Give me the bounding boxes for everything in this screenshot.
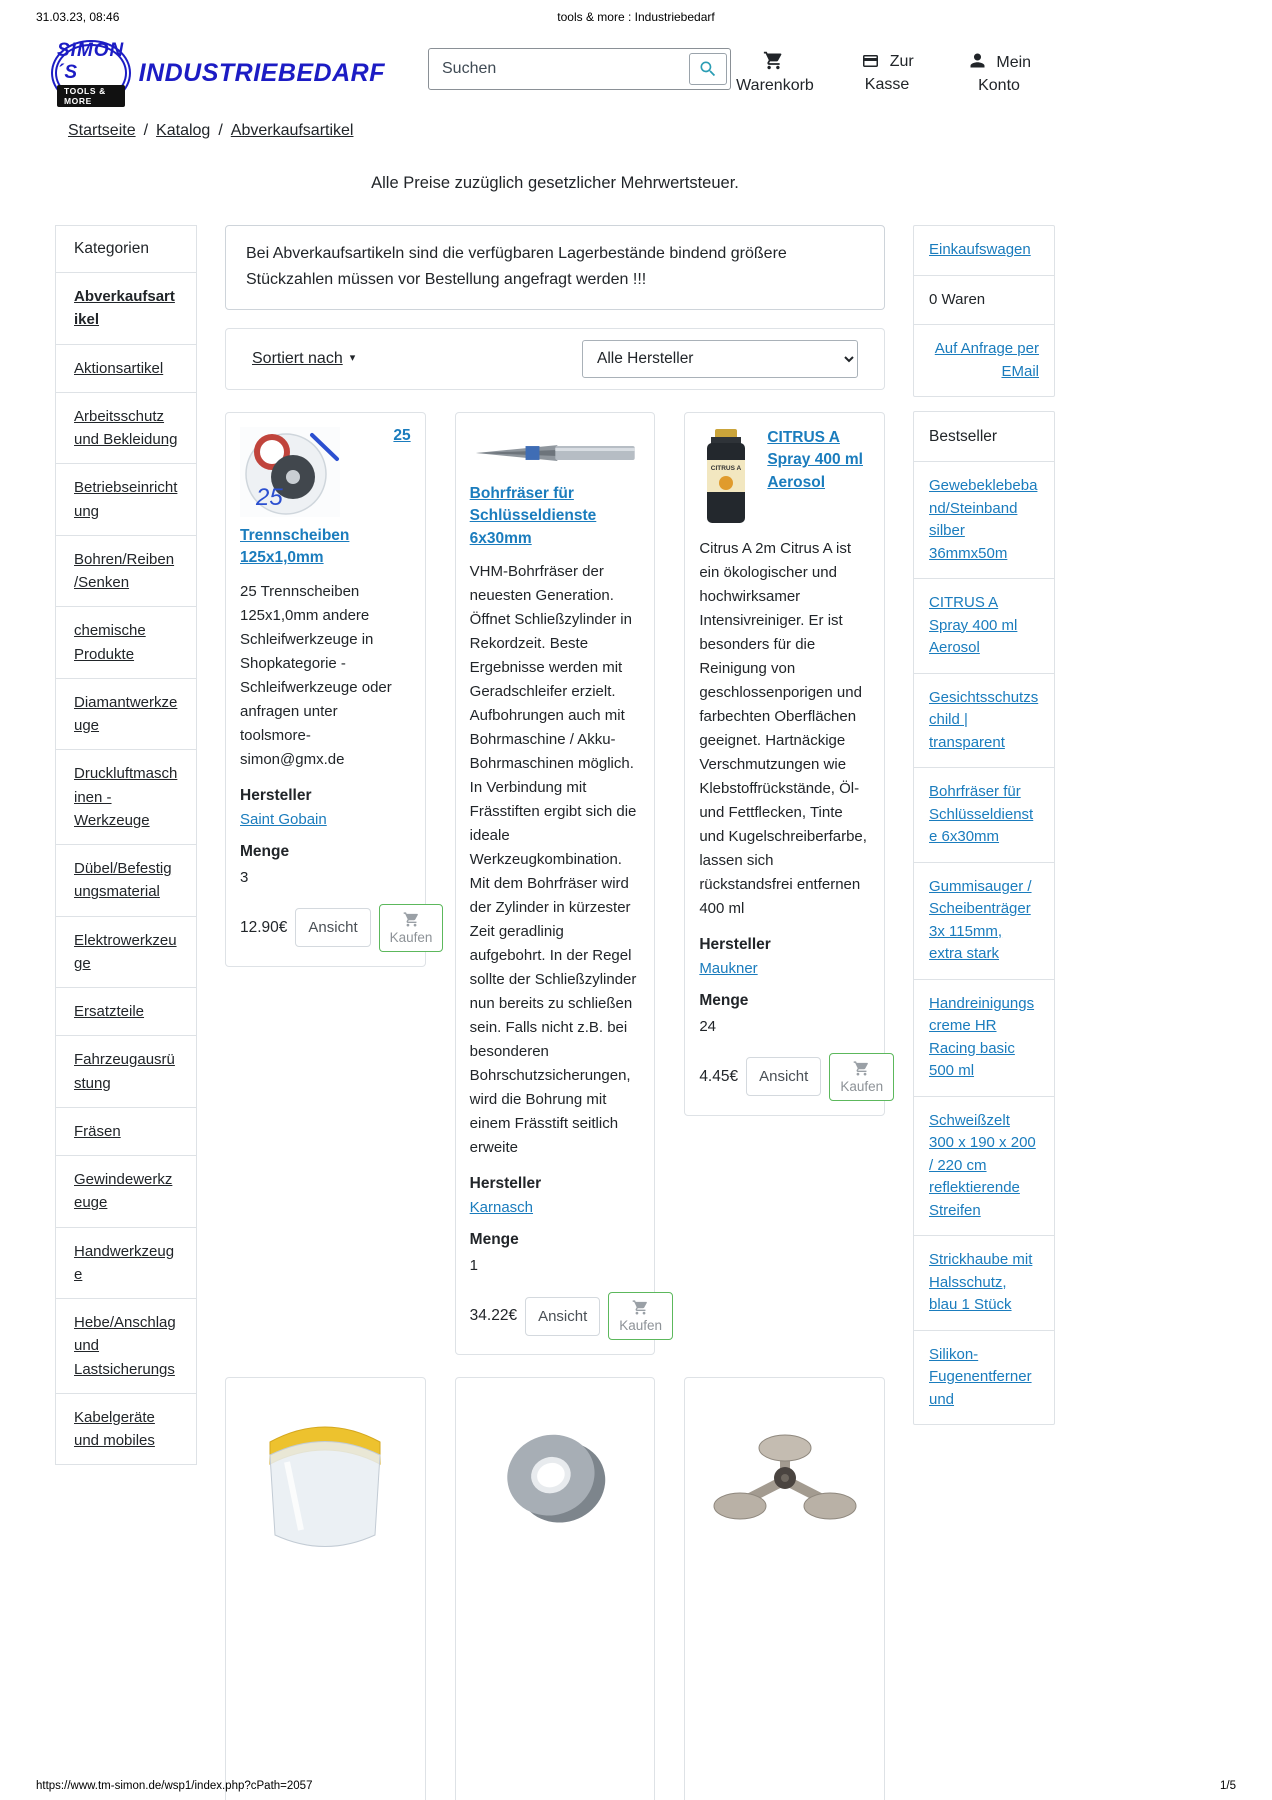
product-image-face-shield[interactable] xyxy=(245,1400,405,1570)
product-image-bohrfraeser[interactable] xyxy=(470,435,641,471)
print-datetime: 31.03.23, 08:46 xyxy=(36,10,120,24)
quantity-value: 3 xyxy=(240,868,249,886)
buy-button-label: Kaufen xyxy=(619,1318,663,1334)
bestseller-item-gummisauger[interactable]: Gummisauger / Scheibenträger 3x 115mm, extra stark xyxy=(914,862,1054,979)
sidebar-item-fraesen[interactable]: Fräsen xyxy=(56,1107,196,1155)
buy-button[interactable] xyxy=(608,1292,673,1340)
manufacturer-label: Hersteller xyxy=(699,935,771,953)
sidebar-item-kabelgeraete[interactable]: Kabelgeräte und mobiles xyxy=(56,1393,196,1465)
cart-icon xyxy=(763,50,784,71)
cart-icon xyxy=(403,911,420,928)
quantity-label: Menge xyxy=(240,842,290,860)
can-label-text: CITRUS A xyxy=(711,464,742,472)
bestseller-item-silikon-fugenentferner[interactable]: Silikon-Fugenentferner und xyxy=(914,1330,1054,1425)
logo-subtitle: TOOLS & MORE xyxy=(57,85,125,107)
bestseller-item-schweisszelt[interactable]: Schweißzelt 300 x 190 x 200 / 220 cm reflektierende Streifen xyxy=(914,1096,1054,1236)
listing-toolbar xyxy=(225,328,885,390)
sidebar-item-fahrzeugausruestung[interactable]: Fahrzeugausrüstung xyxy=(56,1035,196,1107)
bestseller-item-citrus-spray[interactable]: CITRUS A Spray 400 ml Aerosol xyxy=(914,578,1054,673)
print-url: https://www.tm-simon.de/wsp1/index.php?cPath=2057 xyxy=(36,1780,313,1792)
buy-button[interactable] xyxy=(829,1053,894,1101)
bestseller-title: Bestseller xyxy=(929,428,998,445)
product-card-gummisauger xyxy=(684,1377,885,1800)
view-button[interactable]: Ansicht xyxy=(746,1057,821,1096)
product-card-citrus-spray xyxy=(684,412,885,1116)
manufacturer-label: Hersteller xyxy=(469,1175,542,1193)
account-link-label: Mein Konto xyxy=(978,54,1032,95)
image-badge-text: 25 xyxy=(256,483,283,511)
search-button[interactable] xyxy=(689,53,727,85)
breadcrumb xyxy=(55,122,1055,140)
sidebar-item-bohren[interactable]: Bohren/Reiben/Senken xyxy=(56,535,196,607)
cart-icon xyxy=(632,1299,649,1316)
categories-title: Kategorien xyxy=(74,240,149,257)
logo[interactable] xyxy=(55,39,385,106)
breadcrumb-katalog[interactable]: Katalog xyxy=(156,122,211,139)
sidebar-item-arbeitsschutz[interactable]: Arbeitsschutz und Bekleidung xyxy=(56,392,196,464)
sidebar-item-elektrowerkzeuge[interactable]: Elektrowerkzeuge xyxy=(56,916,196,988)
site-header xyxy=(55,24,1055,106)
cart-link-label: Warenkorb xyxy=(736,77,814,95)
bestseller-item-strickhaube[interactable]: Strickhaube mit Halsschutz, blau 1 Stück xyxy=(914,1235,1054,1330)
print-footer xyxy=(0,1780,1272,1792)
user-nav xyxy=(731,44,1043,97)
quantity-value: 24 xyxy=(699,1017,716,1035)
print-header xyxy=(0,0,1272,24)
cart-summary-box xyxy=(913,225,1055,397)
product-description: 25 Trennscheiben 125x1,0mm andere Schleifwerkzeuge in Shopkategorie - Schleifwerkzeuge oder anfragen unter toolsmore-simon@gmx.de xyxy=(240,582,392,768)
sidebar-item-ersatzteile[interactable]: Ersatzteile xyxy=(56,987,196,1035)
price: 34.22€ xyxy=(469,1307,518,1325)
product-description: VHM-Bohrfräser der neuesten Generation. Öffnet Schließzylinder in Rekordzeit. Beste Ergebnisse werden mit Geradschleifer erzielt. Aufbohrungen auch mit Bohrmaschine / Akku-Bohrmaschinen möglich. In Verbindung mit Frässtiften ergibt sich die ideale Werkzeugkombination. Mit dem Bohrfräser wird der Zylinder in kürzester Zeit geradlinig aufgebohrt. In der Regel sollte der Schließzylinder nun bereits zu schließen sein. Falls nicht z.B. bei besonderen Bohrschutzsicherungen, wird die Bohrung mit einem Frässtift seitlich erweite xyxy=(469,563,637,1157)
sidebar-item-betriebseinrichtung[interactable]: Betriebseinrichtung xyxy=(56,463,196,535)
quantity-label: Menge xyxy=(699,991,749,1009)
cart-link[interactable] xyxy=(731,50,819,97)
product-image-citrus-spray[interactable] xyxy=(699,427,753,527)
manufacturer-link[interactable]: Maukner xyxy=(699,959,758,977)
product-card-gewebeband xyxy=(455,1377,656,1800)
search-icon xyxy=(698,59,718,79)
buy-button-label: Kaufen xyxy=(389,929,433,945)
product-row-1 xyxy=(225,412,885,1355)
breadcrumb-startseite[interactable]: Startseite xyxy=(68,122,136,139)
content-layout xyxy=(55,225,1055,1800)
product-image-tape-roll[interactable] xyxy=(480,1400,630,1550)
stock-notice: Bei Abverkaufsartikeln sind die verfügbaren Lagerbestände bindend größere Stückzahlen müssen vor Bestellung angefragt werden !!! xyxy=(225,225,885,310)
breadcrumb-separator: / xyxy=(143,122,149,139)
price: 4.45€ xyxy=(699,1067,739,1085)
breadcrumb-abverkaufsartikel[interactable]: Abverkaufsartikel xyxy=(230,122,354,139)
sidebar-item-gewindewerkzeuge[interactable]: Gewindewerkzeuge xyxy=(56,1155,196,1227)
cart-item-count: 0 Waren xyxy=(914,275,1054,325)
buy-button-label: Kaufen xyxy=(840,1078,884,1094)
tax-note: Alle Preise zuzüglich gesetzlicher Mehrwertsteuer. xyxy=(371,174,739,192)
sidebar-item-druckluftmaschinen[interactable]: Druckluftmaschinen - Werkzeuge xyxy=(56,749,196,844)
main-content xyxy=(225,225,885,1800)
manufacturer-label: Hersteller xyxy=(240,786,312,804)
logo-brand: INDUSTRIEBEDARF xyxy=(138,58,385,87)
buy-button[interactable] xyxy=(379,904,444,952)
cart-icon xyxy=(853,1060,870,1077)
product-title-badge[interactable]: 25 xyxy=(393,426,411,444)
search-input[interactable] xyxy=(432,52,685,86)
caret-down-icon: ▾ xyxy=(349,351,356,364)
email-request-link[interactable]: Auf Anfrage per EMail xyxy=(914,324,1054,396)
cart-summary-link[interactable]: Einkaufswagen xyxy=(929,241,1031,258)
print-page-number: 1/5 xyxy=(1220,1780,1236,1792)
quantity-value: 1 xyxy=(469,1257,478,1275)
user-icon xyxy=(967,50,988,71)
product-card-gesichtsschutzschild xyxy=(225,1377,426,1800)
sidebar-item-abverkaufsartikel[interactable]: Abverkaufsartikel xyxy=(56,272,196,344)
logo-oval xyxy=(55,39,127,106)
product-title-link[interactable]: Bohrfräser für Schlüsseldienste 6x30mm xyxy=(469,484,597,547)
sidebar-item-hebe-anschlag[interactable]: Hebe/Anschlag und Lastsicherungs xyxy=(56,1298,196,1393)
print-title: tools & more : Industriebedarf xyxy=(557,10,715,24)
product-row-2 xyxy=(225,1377,885,1800)
breadcrumb-separator: / xyxy=(218,122,223,139)
checkout-link-label: Zur Kasse xyxy=(864,53,914,94)
price: 12.90€ xyxy=(240,918,288,936)
sidebar-item-diamantwerkzeuge[interactable]: Diamantwerkzeuge xyxy=(56,678,196,750)
bestseller-box xyxy=(913,411,1055,1425)
manufacturer-link[interactable]: Karnasch xyxy=(469,1199,534,1217)
product-card-trennscheiben xyxy=(225,412,433,967)
bestseller-item-bohrfraeser[interactable]: Bohrfräser für Schlüsseldienste 6x30mm xyxy=(914,767,1054,862)
sidebar-item-aktionsartikel[interactable]: Aktionsartikel xyxy=(56,344,196,392)
product-image-suction-lifter[interactable] xyxy=(700,1400,870,1550)
right-sidebar xyxy=(913,225,1055,1425)
quantity-label: Menge xyxy=(469,1231,519,1249)
product-title-link[interactable]: Trennscheiben 125x1,0mm xyxy=(240,526,350,567)
bestseller-item-gewebeklebeband[interactable]: Gewebeklebeband/Steinband silber 36mmx50m xyxy=(914,461,1054,578)
manufacturer-select[interactable] xyxy=(582,340,858,378)
bestseller-item-gesichtsschutzschild[interactable]: Gesichtsschutzschild | transparent xyxy=(914,673,1054,768)
product-title-link[interactable]: CITRUS A Spray 400 ml Aerosol xyxy=(767,428,863,491)
sort-label: Sortiert nach xyxy=(252,349,343,367)
manufacturer-link[interactable]: Saint Gobain xyxy=(240,810,327,828)
product-description: Citrus A 2m Citrus A ist ein ökologischer und hochwirksamer Intensivreiniger. Er ist besonders für die Reinigung von geschlossenporigen und farbechten Oberflächen geeignet. Hartnäckige Verschmutzungen wie Klebstoffrückstände, Öl- und Fettflecken, Tinte und Kugelschreiberfarbe, lassen sich rückstandsfrei entfernen 400 ml xyxy=(699,539,867,917)
account-link[interactable] xyxy=(955,50,1043,97)
search-bar xyxy=(428,48,731,90)
view-button[interactable]: Ansicht xyxy=(525,1297,600,1336)
product-image-trennscheiben[interactable] xyxy=(240,427,340,517)
sort-dropdown[interactable] xyxy=(252,350,355,368)
checkout-link[interactable] xyxy=(843,50,931,97)
bestseller-item-handreinigungscreme[interactable]: Handreinigungscreme HR Racing basic 500 ml xyxy=(914,979,1054,1096)
checkout-icon xyxy=(860,52,881,70)
sidebar-item-duebel[interactable]: Dübel/Befestigungsmaterial xyxy=(56,844,196,916)
categories-sidebar xyxy=(55,225,197,1465)
product-card-bohrfraeser xyxy=(455,412,663,1355)
sidebar-item-handwerkzeuge[interactable]: Handwerkzeuge xyxy=(56,1227,196,1299)
sidebar-item-chemische-produkte[interactable]: chemische Produkte xyxy=(56,606,196,678)
view-button[interactable]: Ansicht xyxy=(295,908,370,947)
logo-name: SIMON´S xyxy=(57,39,125,83)
